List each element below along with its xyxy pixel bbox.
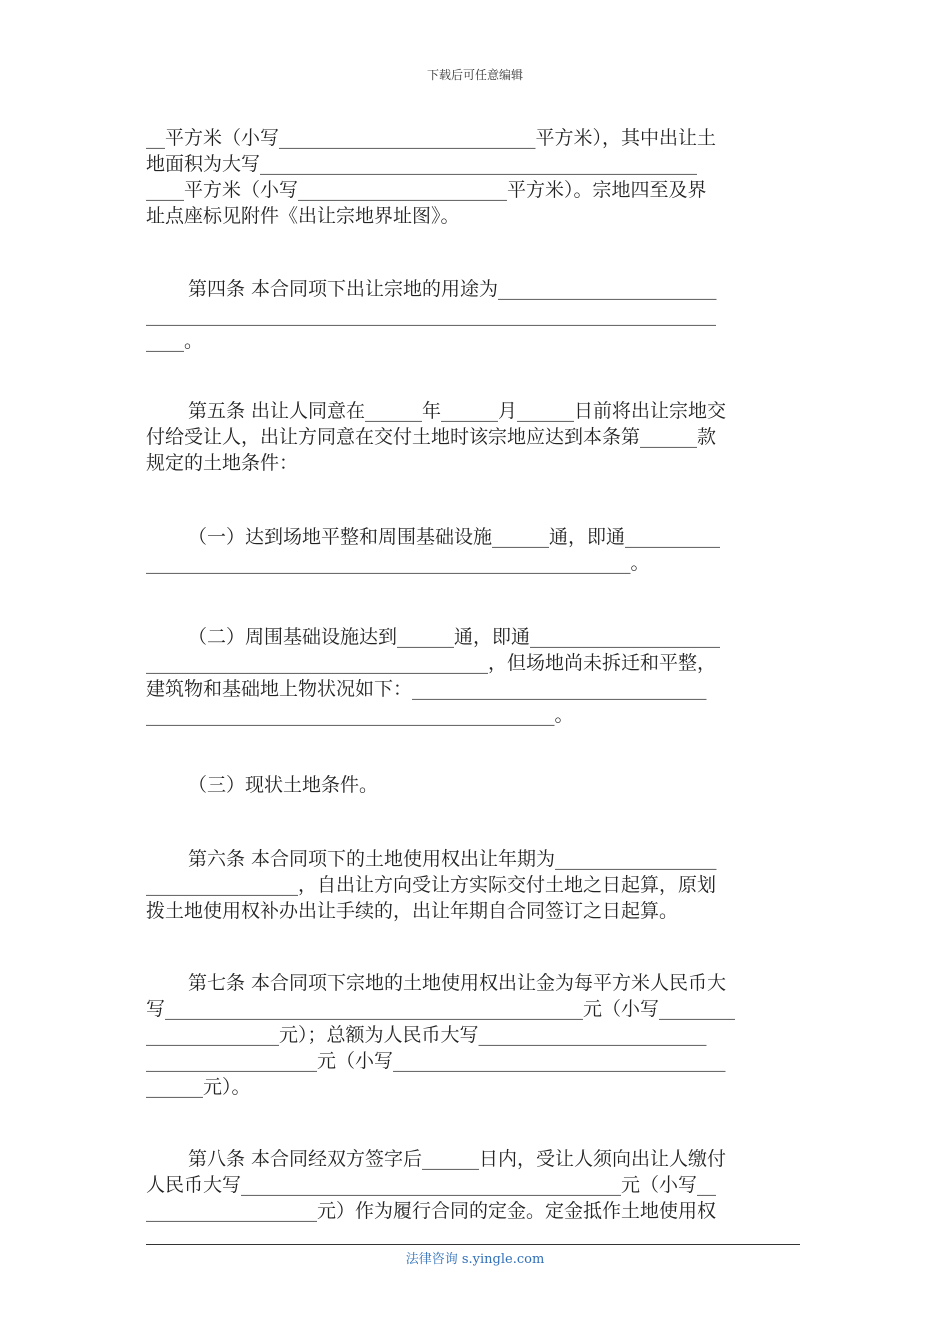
- text-line: __________________元（小写___________________________________: [146, 1050, 726, 1072]
- text-line: ___________________________________________________。: [146, 552, 650, 574]
- text-line: ______元）。: [146, 1076, 251, 1098]
- text-line: 拨土地使用权补办出让手续的，出让年期自合同签订之日起算。: [146, 900, 679, 922]
- clause-1: [146, 524, 806, 576]
- article-7: [146, 970, 806, 1100]
- text-line: 第五条 出让人同意在______年______月______日前将出让宗地交: [188, 400, 727, 422]
- text-line: 人民币大写________________________________________元（小写__: [146, 1174, 717, 1196]
- footer-link[interactable]: 法律咨询 s.yingle.com: [405, 1252, 545, 1267]
- text-line: （三）现状土地条件。: [188, 774, 379, 796]
- clause-2: [146, 624, 806, 728]
- text-line: ____。: [146, 330, 204, 352]
- article-8: [146, 1146, 806, 1224]
- text-line: 第七条 本合同项下宗地的土地使用权出让金为每平方米人民币大: [188, 972, 727, 994]
- footer-divider: [146, 1244, 800, 1245]
- article-6: [146, 846, 806, 924]
- text-line: 规定的土地条件：: [146, 452, 299, 474]
- text-line: 址点座标见附件《出让宗地界址图》。: [146, 205, 460, 227]
- text-line: ________________，自出让方向受让方实际交付土地之日起算，原划: [146, 874, 717, 896]
- text-line: ___________________________________________。: [146, 704, 574, 726]
- article-4: [146, 276, 806, 354]
- text-line: ____________________________________________________________: [146, 304, 716, 326]
- paragraph-area-continuation: [146, 125, 806, 229]
- text-line: 第六条 本合同项下的土地使用权出让年期为_________________: [188, 848, 717, 870]
- text-line: __平方米（小写___________________________平方米），其中出让土: [146, 127, 717, 149]
- text-line: （一）达到场地平整和周围基础设施______通，即通__________: [188, 526, 721, 548]
- text-line: 付给受让人，出让方同意在交付土地时该宗地应达到本条第______款: [146, 426, 717, 448]
- text-line: 写____________________________________________元（小写________: [146, 998, 736, 1020]
- text-line: 地面积为大写______________________________________________: [146, 153, 698, 175]
- text-line: 第八条 本合同经双方签字后______日内，受让人须向出让人缴付: [188, 1148, 727, 1170]
- text-line: ____________________________________，但场地尚未拆迁和平整，: [146, 652, 717, 674]
- text-line: （二）周围基础设施达到______通，即通____________________: [188, 626, 721, 648]
- text-line: ____平方米（小写______________________平方米）。宗地四至及界: [146, 179, 707, 201]
- text-line: __________________元）作为履行合同的定金。定金抵作土地使用权: [146, 1200, 717, 1222]
- clause-3: [146, 772, 806, 798]
- text-line: ______________元）；总额为人民币大写________________________: [146, 1024, 707, 1046]
- header-note: 下载后可任意编辑: [426, 68, 523, 82]
- text-line: 建筑物和基础地上物状况如下：_______________________________: [146, 678, 707, 700]
- article-5: [146, 398, 806, 476]
- text-line: 第四条 本合同项下出让宗地的用途为_______________________: [188, 278, 717, 300]
